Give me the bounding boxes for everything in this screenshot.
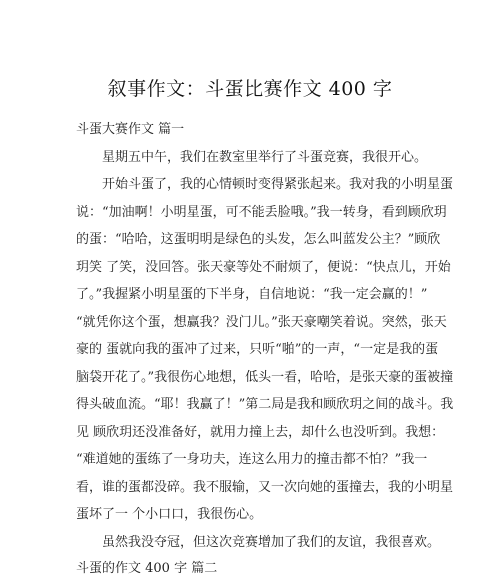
document-title: 叙事作文：斗蛋比赛作文 400 字	[107, 78, 393, 100]
text-line: 的蛋：“哈哈，这蛋明明是绿色的头发，怎么叫蓝发公主？”顾欣	[76, 232, 441, 247]
text-line: 蛋坏了一 个小口口，我很伤心。	[76, 507, 263, 522]
text-line: “难道她的蛋练了一身功夫，连这么用力的撞击都不怕？”我一	[76, 452, 428, 467]
section-heading-1: 斗蛋大赛作文 篇一	[76, 122, 185, 137]
text-line: 说：“加油啊！小明星蛋，可不能丢脸哦。”我一转身，看到顾欣玥	[76, 205, 447, 220]
text-line: 星期五中午，我们在教室里举行了斗蛋竞赛，我很开心。	[102, 150, 428, 165]
text-line: 玥笑 了笑，没回答。张天豪等处不耐烦了，便说：“快点儿，开始	[76, 260, 451, 275]
section-heading-2: 斗蛋的作文 400 字 篇二	[76, 561, 218, 576]
text-line: 开始斗蛋了，我的心情顿时变得紧张起来。我对我的小明星蛋	[102, 177, 454, 192]
text-line: 了。”我握紧小明星蛋的下半身，自信地说：“我一定会赢的！”	[76, 287, 428, 302]
text-line: 得头破血流。“耶！我赢了！”第二局是我和顾欣玥之间的战斗。我	[76, 397, 454, 412]
text-line: 豪的 蛋就向我的蛋冲了过来，只听“啪”的一声，“一定是我的蛋	[76, 342, 439, 357]
text-line: 虽然我没夺冠，但这次竞赛增加了我们的友谊，我很喜欢。	[102, 535, 441, 550]
text-line: “就凭你这个蛋，想赢我？没门儿。”张天豪嘲笑着说。突然，张天	[76, 315, 447, 330]
text-line: 脑袋开花了。”我很伤心地想，低头一看，哈哈，是张天豪的蛋被撞	[76, 370, 454, 385]
text-line: 看，谁的蛋都没碎。我不服输，又一次向她的蛋撞去，我的小明星	[76, 480, 454, 495]
text-line: 见 顾欣玥还没准备好，就用力撞上去，却什么也没听到。我想：	[76, 425, 445, 440]
